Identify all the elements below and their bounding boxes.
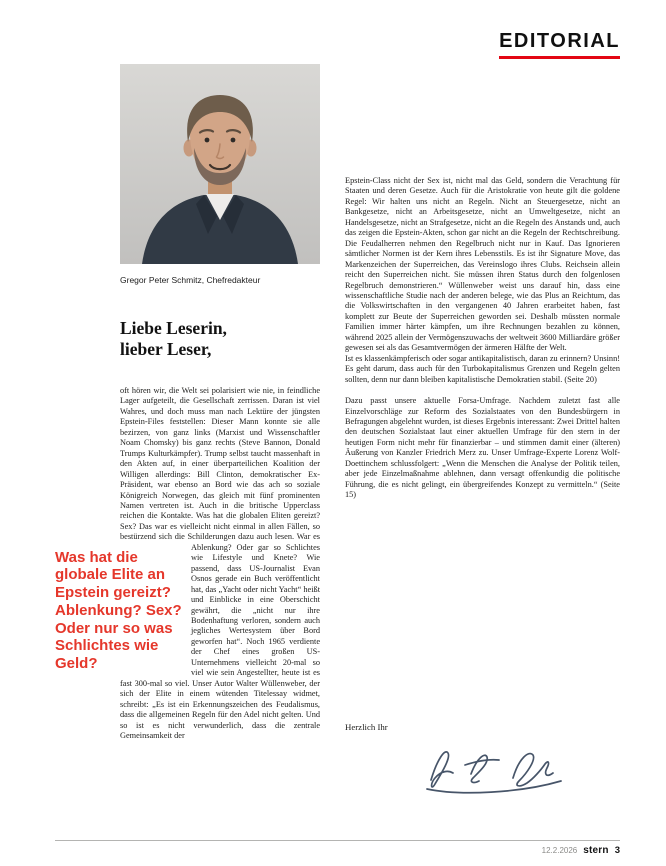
footer-text <box>55 845 620 856</box>
right-paragraph-1: Epstein-Class nicht der Sex ist, nicht mal das Geld, sondern die Verachtung für Staaten und deren Gesetze. Auch für die Aristokratie von heute gilt die goldene Regel: Wir halten uns nicht an Regeln. Nicht an Steuergesetze, nicht an Bankgesetze, nicht an Arbeitsgesetze, nicht an Umweltgesetze, nicht an Handelsgesetze, nicht an Strafgesetze, nicht an die Regeln des Anstands und, auch das zeigen die Epstein-Akten, schon gar nicht an die Regeln der Rechtschreibung. Die Feudalherren nehmen den Regelbruch nicht nur in Kauf. Das Ignorieren sämtlicher Normen ist der Kern ihres Lebensstils. Es ist ihr Signature Move, das Markenzeichen der Superreichen, das Vereinslogo ihres Clubs. Reichsein allein reicht den Superreichen nicht. Sie müssen ihren Status durch den folgenlosen Regelbruch demonstrieren.“ Wüllenweber weist uns darauf hin, dass eine wissenschaftliche Studie nach der anderen belege, wie das Plus an Reichtum, das die Volkswirtschaften in den vergangenen 40 Jahren erarbeitet haben, fast komplett zur Beute der Superreichen geworden sei. Deshalb müssten normale Familien immer härter kämpfen, um ihre Rechnungen bezahlen zu können, während 2025 allein der Vermögenszuwachs der weltweit 3600 Milliardäre größer gewesen sei als das Gesamtvermögen der ärmeren Hälfte der Welt. <box>345 176 620 353</box>
page-number: 3 <box>614 845 620 856</box>
magazine-name: stern <box>583 845 609 856</box>
issue-date: 12.2.2026 <box>541 846 578 855</box>
masthead <box>499 30 620 59</box>
salutation-line1: Liebe Leserin, <box>120 318 227 338</box>
left-text-part1: oft hören wir, die Welt sei polarisiert wie nie, in feindliche Lager aufgeteilt, die Gesellschaft zerrissen. Daran ist viel Wahres, und doch muss man nach Lektüre der jüngsten Epstein-Files feststellen: Dieser Mann konnte sie alle bezirzen, von ganz links (Marxist und Wissenschaftler Noam Chomsky) bis ganz rechts (Steve Bannon, Donald Trumps Kulturkämpfer). Trump selbst taucht massenhaft in den Akten auf, in einer überparteilichen Koalition der Willigen allerdings: Bill Clinton, demokratischer Ex-Präsident, war ebenso an Bord wie das ach so soziale Königreich Norwegen, das gleich mit fünf prominenten Namen vertreten ist. Auch in die britische Upperclass reichen die Kontakte. Was hat die globalen Eliten gereizt? Sex? Das war es vielleicht nicht einmal in allen Fällen, so bestürzend sich die Schilderungen dazu auch lesen. <box>120 386 320 542</box>
salutation-line2: lieber Leser, <box>120 339 212 359</box>
right-column <box>345 176 620 798</box>
signature-scrawl <box>415 740 575 798</box>
page-footer <box>55 840 620 856</box>
editor-photo <box>120 64 320 264</box>
right-paragraph-2: Ist es klassenkämpferisch oder sogar antikapitalistisch, daran zu erinnern? Unsinn! Es geht darum, dass auch für den Turbokapitalismus Grenzen und Regeln gelten sollten, denn nur dann bleiben kapitalistische Demokratien stabil. (Seite 20) <box>345 353 620 384</box>
closing-line: Herzlich Ihr <box>345 722 388 732</box>
pull-quote: Was hat die globale Elite an Epstein gereizt? Ablenkung? Sex? Oder nur so was Schlichtes wie Geld? <box>55 548 182 672</box>
left-column-text <box>55 386 320 741</box>
salutation <box>120 318 227 360</box>
footer-rule <box>55 840 620 841</box>
section-title: EDITORIAL <box>499 30 620 59</box>
editor-portrait-illustration <box>120 64 320 264</box>
editor-photo-block <box>120 64 320 285</box>
photo-caption: Gregor Peter Schmitz, Chefredakteur <box>120 275 261 285</box>
right-paragraph-3: Dazu passt unsere aktuelle Forsa-Umfrage. Nachdem zuletzt fast alle Einzelvorschläge zur Reform des Sozialstaates von den Bundesbürgern in Befragungen abgelehnt wurden, ist dieses Ergebnis interessant: Zwei Drittel halten den deutschen Sozialstaat laut einer aktuellen Umfrage für den stern in der heutigen Form nicht mehr für finanzierbar – und stimmen damit einer (älteren) Äußerung von Kanzler Friedrich Merz zu. Unser Umfrage-Experte Lorenz Wolf-Doettinchem schlussfolgert: „Wenn die Menschen die Analyse der Politik teilen, aber jede Einzelmaßnahme ablehnen, dann versagt offenkundig die politische Führung, die es nicht gelingt, ein übergreifendes Konzept zu vermitteln.“ (Seite 15) <box>345 396 620 500</box>
signature <box>415 740 575 798</box>
left-text-part2: War es Ablenkung? Oder gar so Schlichtes wie Lifestyle und Knete? Wie passend, dass US-Journalist Evan Osnos gerade ein Buch veröffentlicht hat, das „Yacht oder nicht Yacht“ heißt und Einblicke in eine Oberschicht gewährt, die „nicht nur ihre Bodenhaftung verloren, sondern auch jegliches Wertesystem über Bord geworfen hat“. Noch 1965 verdiente der Chef eines großen US-Unternehmens vielleicht 20-mal so viel wie sein Angestellter, heute ist es fast 300-mal so viel. Unser Autor Walter Wüllenweber, der sich der Elite in einem wütenden Titelessay widmet, schreibt: „Es ist ein Erkennungszeichen des Feudalismus, dass die allgemeinen Regeln für den Adel nicht gelten. Und so ist es nicht verwunderlich, dass die zentrale Gemeinsamkeit der <box>120 532 320 740</box>
left-column <box>55 386 320 741</box>
